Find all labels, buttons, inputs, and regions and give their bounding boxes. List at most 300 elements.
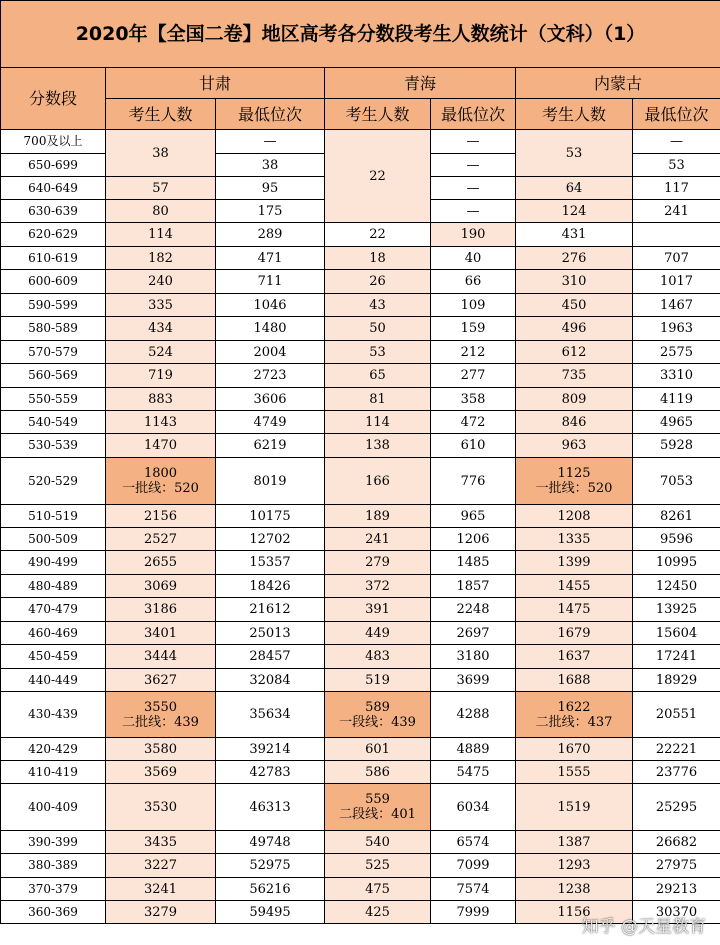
gansu-rank-cell xyxy=(216,130,325,154)
neimenggu-rank-cell xyxy=(633,154,720,177)
cell-value: 1519 xyxy=(557,799,591,815)
cell-value: 1679 xyxy=(557,625,591,641)
cell-value: 12702 xyxy=(249,531,291,547)
qinghai-rank-cell xyxy=(431,878,516,901)
cell-value: 22 xyxy=(369,168,386,184)
cell-value: 23776 xyxy=(655,764,698,780)
cell-value: 3310 xyxy=(659,368,694,383)
cell-value: — xyxy=(466,203,480,219)
score-range-cell: 450-459 xyxy=(1,645,106,669)
qinghai-rank-cell xyxy=(431,901,516,924)
neimenggu-rank-cell xyxy=(633,505,720,528)
gansu-count-cell xyxy=(106,692,216,738)
cell-value: 1467 xyxy=(659,297,694,313)
neimenggu-count-cell xyxy=(516,854,633,878)
gansu-count-cell xyxy=(106,294,216,317)
gansu-rank-cell xyxy=(216,364,325,388)
neimenggu-rank-cell xyxy=(633,551,720,575)
table-row xyxy=(1,831,720,854)
qinghai-rank-cell xyxy=(431,388,516,411)
neimenggu-count-cell xyxy=(516,434,633,458)
cell-value: 81 xyxy=(369,391,386,407)
cell-value: 1670 xyxy=(557,741,591,757)
cell-value: 1622 xyxy=(557,699,591,715)
cell-value: — xyxy=(466,180,480,196)
qinghai-rank-cell xyxy=(431,575,516,598)
cell-value: 18929 xyxy=(655,672,698,688)
score-range-cell: 500-509 xyxy=(1,528,106,551)
cell-value: 846 xyxy=(561,414,587,430)
neimenggu-count-cell xyxy=(516,738,633,761)
cell-value: 711 xyxy=(257,274,283,289)
neimenggu-rank-cell xyxy=(633,200,720,223)
cell-value: 26 xyxy=(369,274,386,289)
cell-value: 1470 xyxy=(143,438,178,453)
neimenggu-rank-cell xyxy=(633,854,720,878)
qinghai-rank-cell xyxy=(431,551,516,575)
cell-value: 3186 xyxy=(143,602,178,617)
cell-value: 1293 xyxy=(557,858,591,873)
cell-value: 335 xyxy=(148,297,173,313)
cell-value: 289 xyxy=(257,227,283,242)
cell-value: 391 xyxy=(365,602,390,617)
cell-value: 1017 xyxy=(659,274,694,289)
cell-value: 601 xyxy=(365,741,390,757)
neimenggu-count-cell xyxy=(516,341,633,364)
table-row xyxy=(1,669,720,692)
cell-value: 3580 xyxy=(143,741,178,757)
qinghai-count-cell xyxy=(325,878,431,901)
neimenggu-count-cell xyxy=(516,177,633,200)
cell-value: 25295 xyxy=(655,799,698,815)
cell-value: 189 xyxy=(365,508,390,524)
cell-value: 472 xyxy=(460,414,486,430)
cell-value: 21612 xyxy=(249,602,291,617)
cell-value: 39214 xyxy=(249,741,291,757)
table-title: 2020年【全国二卷】地区高考各分数段考生人数统计（文科）（1） xyxy=(1,1,720,68)
qinghai-rank-cell xyxy=(431,200,516,223)
qinghai-rank-cell xyxy=(431,598,516,622)
cell-value: 2575 xyxy=(659,344,694,360)
cell-value: 276 xyxy=(561,250,587,266)
table-row xyxy=(1,458,720,505)
cell-value: 735 xyxy=(561,368,587,383)
gansu-rank-cell xyxy=(216,645,325,669)
cell-value: 425 xyxy=(365,904,390,920)
gansu-rank-cell xyxy=(216,177,325,200)
cell-value: 175 xyxy=(257,203,283,219)
qinghai-count-cell xyxy=(325,270,431,294)
cell-value: 496 xyxy=(561,321,587,336)
cell-value: 56216 xyxy=(249,881,291,897)
neimenggu-count-cell xyxy=(516,669,633,692)
neimenggu-rank-cell xyxy=(633,458,720,505)
table-row xyxy=(1,411,720,434)
neimenggu-count-cell xyxy=(516,364,633,388)
gansu-rank-cell xyxy=(216,901,325,924)
score-range-cell: 390-399 xyxy=(1,831,106,854)
cell-value: 1688 xyxy=(557,672,591,688)
score-range-cell: 620-629 xyxy=(1,223,106,247)
qinghai-rank-cell xyxy=(431,831,516,854)
neimenggu-rank-cell xyxy=(633,411,720,434)
neimenggu-count-cell xyxy=(431,223,516,247)
score-range-cell: 430-439 xyxy=(1,692,106,738)
cell-value: 1125 xyxy=(557,466,591,481)
qinghai-count-cell xyxy=(325,551,431,575)
gansu-count-cell xyxy=(106,901,216,924)
cutoff-line-note: 一段线：439 xyxy=(339,714,416,730)
gansu-rank-cell xyxy=(216,551,325,575)
neimenggu-count-cell xyxy=(516,528,633,551)
neimenggu-rank-cell xyxy=(633,622,720,645)
cell-value: 883 xyxy=(148,391,173,407)
neimenggu-count-cell xyxy=(516,575,633,598)
qinghai-rank-cell xyxy=(431,247,516,270)
gansu-count-cell xyxy=(106,645,216,669)
qinghai-count-cell xyxy=(325,645,431,669)
qinghai-rank-cell xyxy=(431,784,516,831)
cell-value: 7053 xyxy=(659,473,694,489)
cell-value: 2697 xyxy=(456,625,490,641)
cell-value: 42783 xyxy=(249,764,291,780)
cell-value: 50 xyxy=(369,321,386,336)
cell-value: 3401 xyxy=(143,625,178,641)
cell-value: 524 xyxy=(148,344,173,360)
qinghai-count-cell xyxy=(325,901,431,924)
score-range-cell: 600-609 xyxy=(1,270,106,294)
qinghai-count-cell xyxy=(325,831,431,854)
qinghai-count-cell xyxy=(325,130,431,223)
score-range-cell: 510-519 xyxy=(1,505,106,528)
table-row xyxy=(1,878,720,901)
table-row xyxy=(1,223,720,247)
qinghai-rank-cell xyxy=(431,130,516,154)
cell-value: 1399 xyxy=(557,555,591,570)
cell-value: 38 xyxy=(261,157,279,173)
cell-value: 1156 xyxy=(557,904,591,920)
qinghai-count-cell xyxy=(325,784,431,831)
score-range-cell: 380-389 xyxy=(1,854,106,878)
gansu-rank-cell xyxy=(216,388,325,411)
neimenggu-rank-cell xyxy=(633,247,720,270)
cell-value: 1963 xyxy=(659,321,694,336)
cell-value: 13925 xyxy=(655,602,698,617)
watermark: 知乎 @天星教育 xyxy=(581,917,706,937)
cell-value: 1206 xyxy=(456,531,490,547)
cell-value: 18 xyxy=(369,250,386,266)
cell-value: 1637 xyxy=(557,649,591,664)
cell-value: 80 xyxy=(152,203,169,219)
cell-value: 4749 xyxy=(253,414,287,430)
cell-value: 18426 xyxy=(249,578,291,594)
neimenggu-count-cell xyxy=(516,831,633,854)
cell-value: 64 xyxy=(565,180,583,196)
cell-value: 2248 xyxy=(456,602,490,617)
cell-value: 471 xyxy=(257,250,283,266)
qinghai-rank-cell xyxy=(431,854,516,878)
score-range-cell: 370-379 xyxy=(1,878,106,901)
cell-value: 22221 xyxy=(655,741,698,757)
cell-value: 240 xyxy=(148,274,173,289)
cell-value: 212 xyxy=(460,344,486,360)
gansu-count-cell xyxy=(106,247,216,270)
neimenggu-count-cell xyxy=(516,247,633,270)
gansu-count-cell xyxy=(106,598,216,622)
cell-value: 559 xyxy=(365,792,390,807)
gansu-count-cell xyxy=(106,200,216,223)
cell-value: 475 xyxy=(365,881,390,897)
cell-value: 279 xyxy=(365,555,390,570)
table-row xyxy=(1,692,720,738)
gansu-count-cell xyxy=(106,364,216,388)
cell-value: 26682 xyxy=(655,834,698,850)
score-range-cell: 570-579 xyxy=(1,341,106,364)
col-header-count: 考生人数 xyxy=(325,99,431,130)
gansu-rank-cell xyxy=(216,854,325,878)
gansu-rank-cell xyxy=(216,200,325,223)
neimenggu-count-cell xyxy=(516,294,633,317)
neimenggu-rank-cell xyxy=(633,341,720,364)
cell-value: 1857 xyxy=(456,578,490,594)
gansu-rank-cell xyxy=(216,247,325,270)
col-header-rank: 最低位次 xyxy=(216,99,325,130)
cell-value: 776 xyxy=(460,473,486,489)
table-row xyxy=(1,341,720,364)
cell-value: 4288 xyxy=(456,707,490,722)
neimenggu-count-cell xyxy=(516,505,633,528)
cell-value: 450 xyxy=(561,297,587,313)
cell-value: 53 xyxy=(565,145,583,161)
qinghai-rank-cell xyxy=(431,434,516,458)
neimenggu-count-cell xyxy=(516,622,633,645)
cell-value: 114 xyxy=(365,414,390,430)
gansu-count-cell xyxy=(106,551,216,575)
cell-value: 1475 xyxy=(557,602,591,617)
neimenggu-rank-cell xyxy=(633,761,720,784)
gansu-count-cell xyxy=(106,738,216,761)
qinghai-count-cell xyxy=(325,317,431,341)
gansu-rank-cell xyxy=(216,458,325,505)
gansu-rank-cell xyxy=(216,878,325,901)
gansu-count-cell xyxy=(106,878,216,901)
cell-value: 2655 xyxy=(143,555,178,570)
cell-value: 241 xyxy=(365,531,390,547)
cell-value: 519 xyxy=(365,672,390,688)
cell-value: 707 xyxy=(664,250,689,266)
cell-value: 2527 xyxy=(143,531,178,547)
qinghai-rank-cell xyxy=(431,154,516,177)
neimenggu-rank-cell xyxy=(633,575,720,598)
cell-value: 182 xyxy=(148,250,173,266)
qinghai-count-cell xyxy=(325,575,431,598)
cell-value: 358 xyxy=(460,391,486,407)
gansu-rank-cell xyxy=(216,831,325,854)
cell-value: 2723 xyxy=(253,368,287,383)
cell-value: 138 xyxy=(365,438,390,453)
cell-value: 17241 xyxy=(655,649,698,664)
cell-value: 166 xyxy=(365,473,390,489)
neimenggu-rank-cell xyxy=(633,270,720,294)
gansu-count-cell xyxy=(106,270,216,294)
table-row xyxy=(1,738,720,761)
cell-value: 8261 xyxy=(659,508,694,524)
score-range-cell: 410-419 xyxy=(1,761,106,784)
qinghai-count-cell xyxy=(325,598,431,622)
cell-value: 1480 xyxy=(253,321,287,336)
cell-value: — xyxy=(670,134,683,149)
qinghai-count-cell xyxy=(325,738,431,761)
table-row xyxy=(1,247,720,270)
gansu-rank-cell xyxy=(216,317,325,341)
score-range-cell: 650-699 xyxy=(1,154,106,177)
cell-value: 29213 xyxy=(655,881,698,897)
table-row xyxy=(1,761,720,784)
cell-value: 43 xyxy=(369,297,386,313)
cell-value: 525 xyxy=(365,858,390,873)
qinghai-count-cell xyxy=(325,692,431,738)
cell-value: 5475 xyxy=(456,764,490,780)
cell-value: 483 xyxy=(365,649,390,664)
cell-value: 1238 xyxy=(557,881,591,897)
cell-value: 32084 xyxy=(249,672,291,688)
score-range-cell: 520-529 xyxy=(1,458,106,505)
cell-value: 10175 xyxy=(249,508,291,524)
qinghai-rank-cell xyxy=(431,317,516,341)
cell-value: 65 xyxy=(369,368,386,383)
cell-value: 95 xyxy=(261,180,279,196)
table-row xyxy=(1,598,720,622)
cell-value: 3530 xyxy=(143,799,178,815)
table-row xyxy=(1,317,720,341)
qinghai-rank-cell xyxy=(431,364,516,388)
score-range-cell: 640-649 xyxy=(1,177,106,200)
score-range-header: 分数段 xyxy=(1,68,106,130)
score-range-cell: 460-469 xyxy=(1,622,106,645)
qinghai-rank-cell xyxy=(431,738,516,761)
table-row xyxy=(1,551,720,575)
neimenggu-rank-cell xyxy=(633,692,720,738)
cell-value: 6574 xyxy=(456,834,490,850)
qinghai-count-cell xyxy=(325,434,431,458)
cell-value: 46313 xyxy=(249,799,291,815)
cell-value: 1387 xyxy=(557,834,591,850)
neimenggu-rank-cell xyxy=(633,364,720,388)
neimenggu-count-cell xyxy=(516,551,633,575)
neimenggu-count-cell xyxy=(516,270,633,294)
score-range-cell: 540-549 xyxy=(1,411,106,434)
neimenggu-rank-cell xyxy=(633,294,720,317)
cell-value: 52975 xyxy=(249,858,291,873)
score-range-cell: 560-569 xyxy=(1,364,106,388)
cell-value: 49748 xyxy=(249,834,291,850)
qinghai-count-cell xyxy=(325,364,431,388)
cell-value: 1335 xyxy=(557,531,591,547)
cell-value: 7574 xyxy=(456,881,490,897)
cell-value: 2156 xyxy=(143,508,178,524)
cell-value: 28457 xyxy=(249,649,291,664)
score-range-cell: 420-429 xyxy=(1,738,106,761)
gansu-rank-cell xyxy=(216,622,325,645)
gansu-count-cell xyxy=(106,458,216,505)
cell-value: 3435 xyxy=(143,834,178,850)
gansu-rank-cell xyxy=(216,341,325,364)
col-header-count: 考生人数 xyxy=(516,99,633,130)
table-row xyxy=(1,364,720,388)
neimenggu-rank-cell xyxy=(633,738,720,761)
neimenggu-rank-cell xyxy=(516,223,633,247)
cell-value: 159 xyxy=(460,321,486,336)
gansu-rank-cell xyxy=(216,669,325,692)
table-row xyxy=(1,854,720,878)
score-range-cell: 610-619 xyxy=(1,247,106,270)
gansu-count-cell xyxy=(106,528,216,551)
cell-value: 109 xyxy=(460,297,486,313)
cell-value: 7999 xyxy=(456,904,490,920)
neimenggu-rank-cell xyxy=(633,388,720,411)
qinghai-rank-cell xyxy=(431,692,516,738)
cell-value: 1208 xyxy=(557,508,591,524)
qinghai-rank-cell xyxy=(431,177,516,200)
cell-value: 612 xyxy=(561,344,587,360)
cell-value: 25013 xyxy=(249,625,291,641)
cell-value: 124 xyxy=(561,203,587,219)
neimenggu-count-cell xyxy=(516,692,633,738)
score-range-cell: 480-489 xyxy=(1,575,106,598)
table-row xyxy=(1,294,720,317)
gansu-rank-cell xyxy=(216,528,325,551)
gansu-count-cell xyxy=(106,434,216,458)
cell-value: 3569 xyxy=(143,764,178,780)
neimenggu-count-cell xyxy=(516,878,633,901)
qinghai-count-cell xyxy=(325,761,431,784)
cell-value: 57 xyxy=(152,180,169,196)
cutoff-line-note: 二批线：437 xyxy=(535,714,613,730)
qinghai-rank-cell xyxy=(431,622,516,645)
qinghai-rank-cell xyxy=(431,341,516,364)
qinghai-count-cell xyxy=(325,341,431,364)
cell-value: 5928 xyxy=(659,438,694,453)
region-header-gansu: 甘肃 xyxy=(106,68,325,99)
cell-value: 53 xyxy=(668,157,685,173)
cell-value: 1046 xyxy=(253,297,287,313)
table-row xyxy=(1,505,720,528)
cell-value: 719 xyxy=(148,368,173,383)
region-header-qinghai: 青海 xyxy=(325,68,516,99)
cell-value: 4119 xyxy=(659,391,694,407)
gansu-rank-cell xyxy=(216,294,325,317)
table-row xyxy=(1,270,720,294)
gansu-rank-cell xyxy=(216,154,325,177)
qinghai-rank-cell xyxy=(431,761,516,784)
gansu-count-cell xyxy=(106,317,216,341)
gansu-rank-cell xyxy=(216,598,325,622)
score-range-cell: 470-479 xyxy=(1,598,106,622)
gansu-count-cell xyxy=(106,130,216,177)
cell-value: 4889 xyxy=(456,741,490,757)
neimenggu-rank-cell xyxy=(633,669,720,692)
cell-value: 114 xyxy=(148,227,173,242)
neimenggu-rank-cell xyxy=(633,598,720,622)
qinghai-count-cell xyxy=(325,505,431,528)
cell-value: 1485 xyxy=(456,555,490,570)
neimenggu-rank-cell xyxy=(633,177,720,200)
cutoff-line-note: 二段线：401 xyxy=(339,807,416,822)
cell-value: 10995 xyxy=(655,555,698,570)
qinghai-count-cell xyxy=(325,854,431,878)
cell-value: 1555 xyxy=(557,764,591,780)
neimenggu-rank-cell xyxy=(633,878,720,901)
